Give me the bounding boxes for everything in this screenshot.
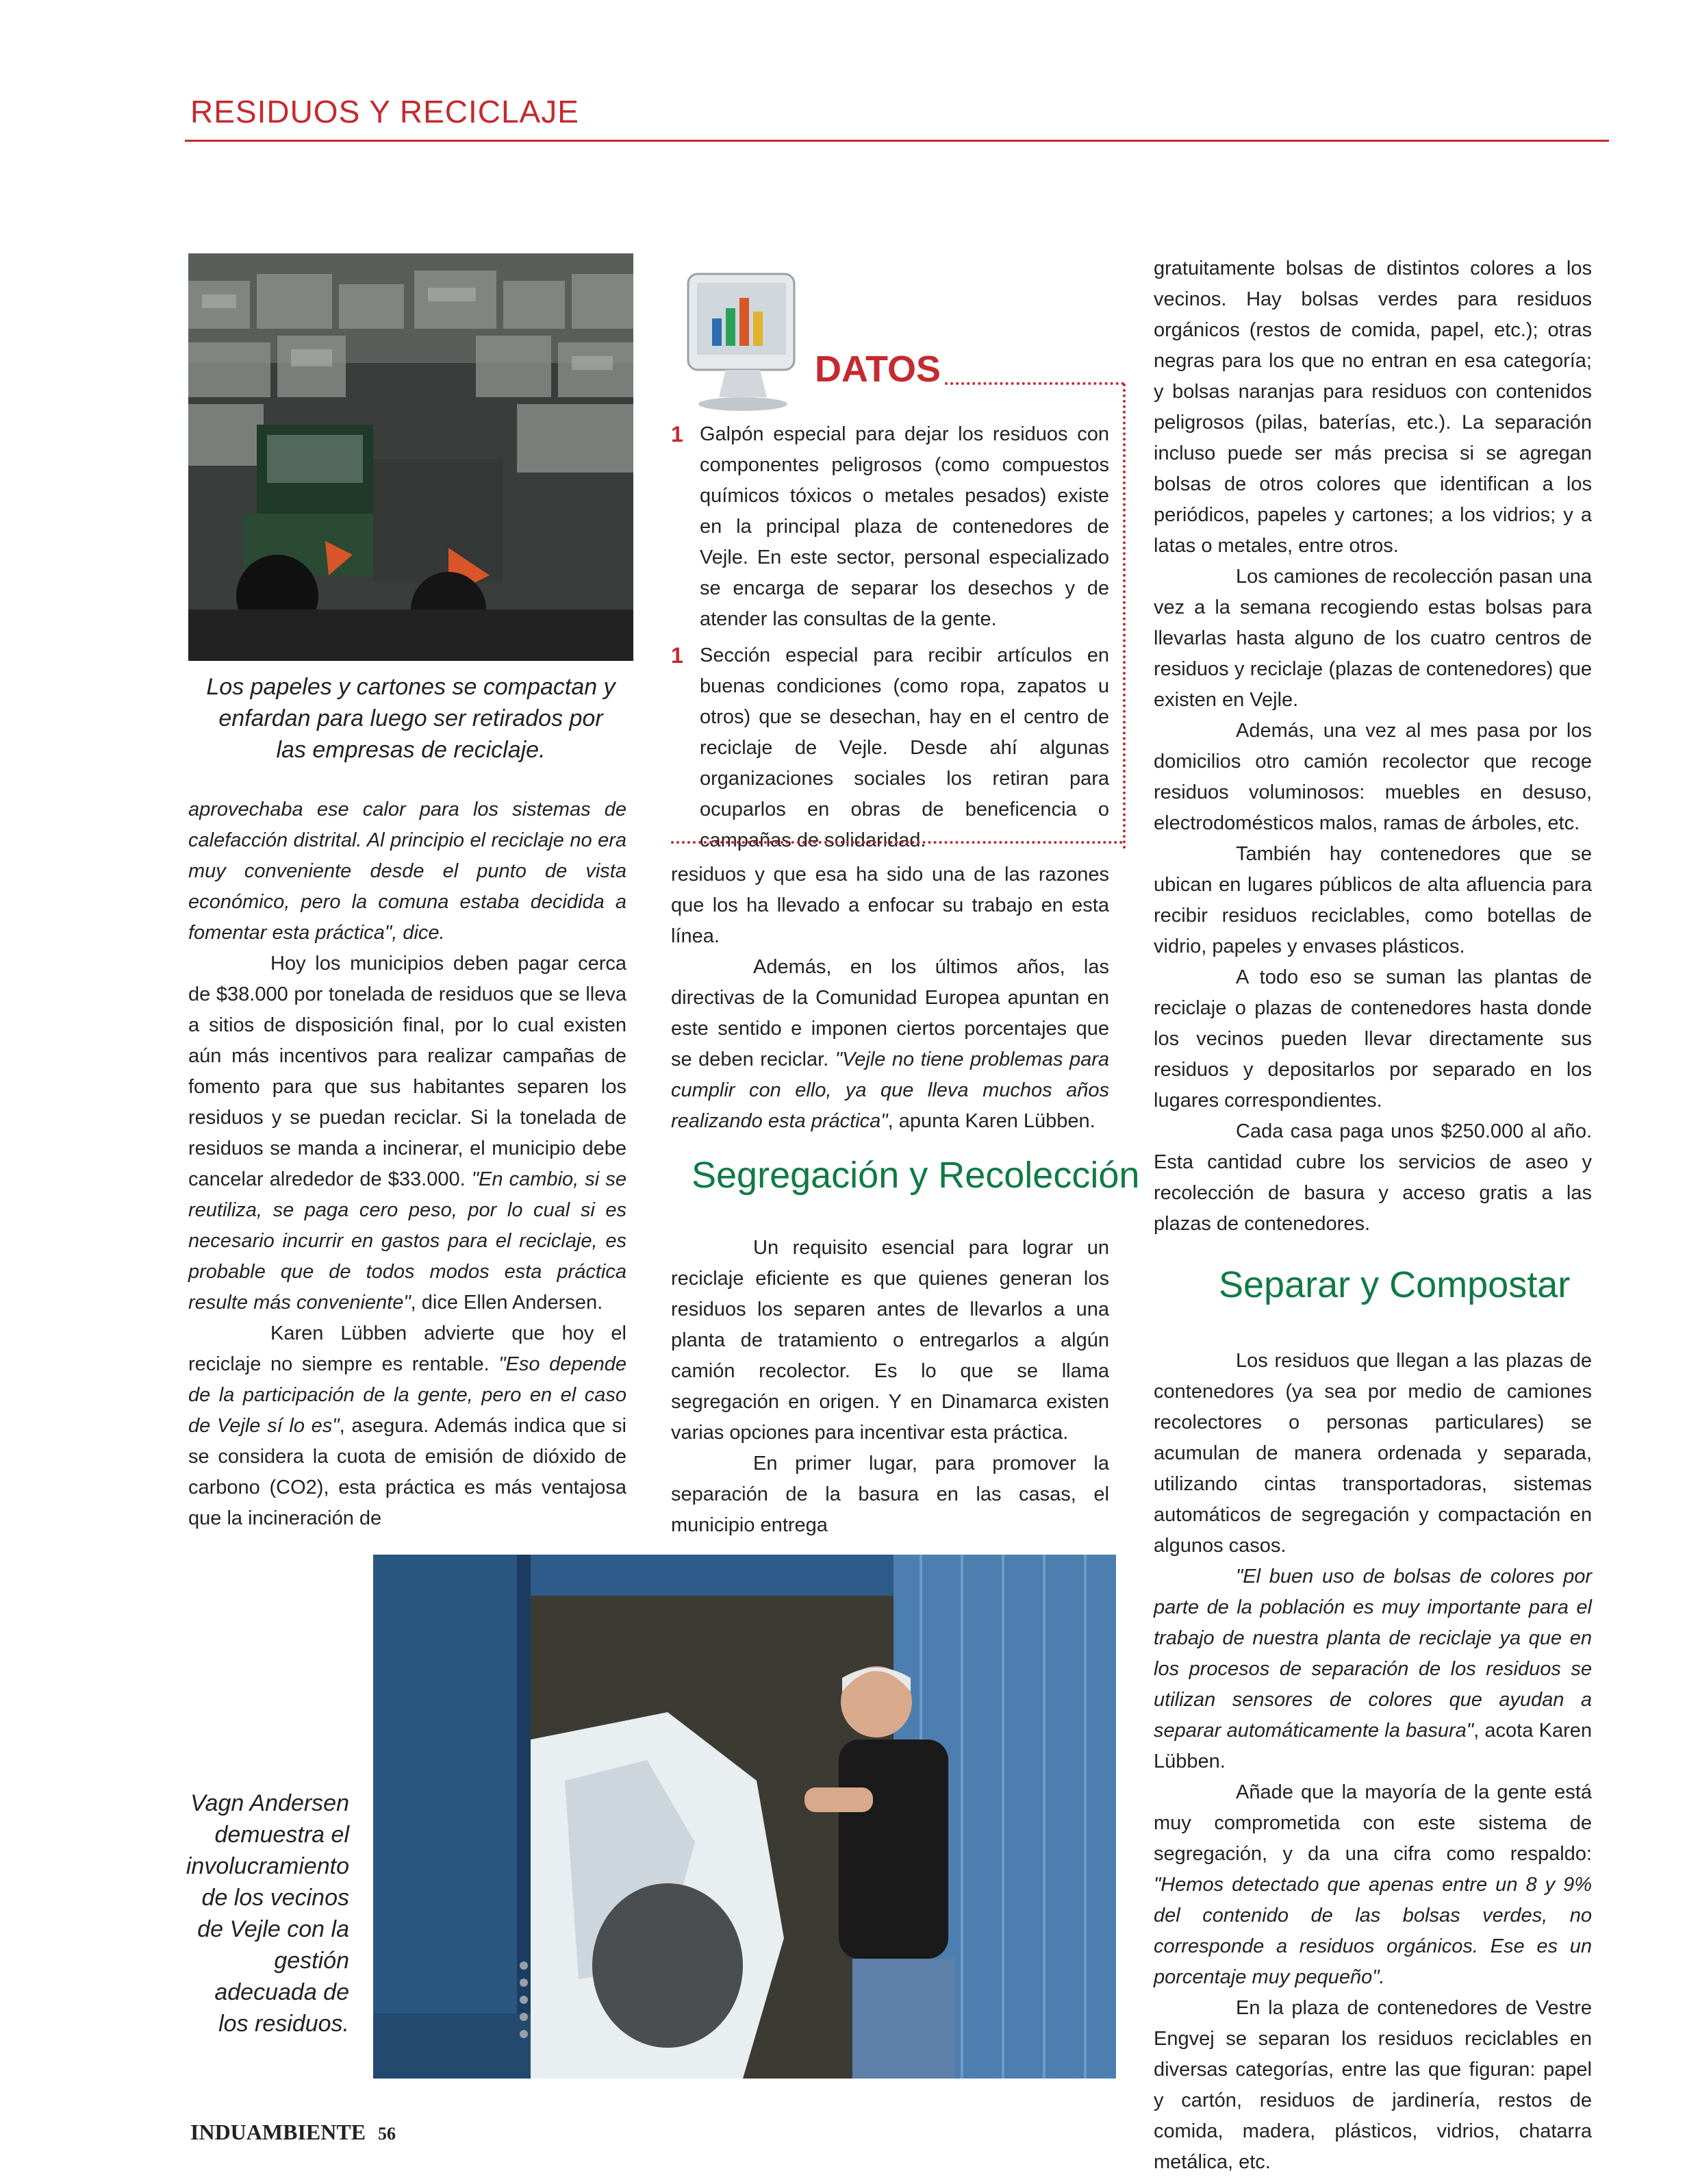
col3-paragraph-8: "El buen uso de bolsas de colores por parte de la población es muy importante para el trabajo de nuestra planta de reciclaje ya que en los procesos de separación de los residuos se utilizan sensores de colores que ayudan a separar automáticamente la basura", acota Karen Lübben. bbox=[1154, 1566, 1592, 1772]
datos-item-1-number: 1 bbox=[671, 422, 683, 447]
datos-item-1: 1 Galpón especial para dejar los residuos con componentes peligrosos (como compuestos químicos tóxicos o metales pesados) existe en la principal plaza de contenedores de Vejle. En este sector, personal especializado se encarga de separar los desechos y de atender las consultas de la gente. bbox=[671, 419, 1109, 635]
photo2-caption: Vagn Andersen demuestra el involucramiento de los vecinos de Vejle con la gestión adecuada de los residuos. bbox=[186, 1790, 349, 2037]
footer-magazine: INDUAMBIENTE bbox=[190, 2120, 366, 2144]
heading-segregacion: Segregación y Recolección bbox=[692, 1155, 1140, 1196]
column-2-top bbox=[671, 859, 1109, 1137]
col3-paragraph-9: Añade que la mayoría de la gente está muy comprometida con este sistema de segregación, y da una cifra como respaldo: "Hemos detectado que apenas entre un 8 y 9% del contenido de las bolsas verdes, no corresponde a residuos orgánicos. Ese es un porcentaje muy pequeño". bbox=[1154, 1781, 1592, 1988]
col3-paragraph-2: Los camiones de recolección pasan una vez a la semana recogiendo estas bolsas para llevarlas hasta alguno de los cuatro centros de residuos y reciclaje (plazas de contenedores) que existen en Vejle. bbox=[1154, 566, 1592, 711]
datos-border-right bbox=[1123, 384, 1126, 849]
datos-title-dots bbox=[945, 382, 1124, 385]
section-title: RESIDUOS Y RECICLAJE bbox=[190, 94, 579, 129]
col3-paragraph-6: Cada casa paga unos $250.000 al año. Esta cantidad cubre los servicios de aseo y recolección de basura y acceso gratis a las plazas de contenedores. bbox=[1154, 1120, 1592, 1235]
bales-photo bbox=[188, 253, 633, 661]
col1-paragraph-2: Hoy los municipios deben pagar cerca de $38.000 por tonelada de residuos que se lleva a sitios de disposición final, por lo cual existen aún más incentivos para realizar campañas de fomento para que sus habitantes separen los residuos y se puedan reciclar. Si la tonelada de residuos se manda a incinerar, el municipio debe cancelar alrededor de $33.000. "En cambio, si se reutiliza, se paga cero peso, por lo cual si es necesario incurrir en gastos para el reciclaje, es probable que de todos modos esta práctica resulte más conveniente", dice Ellen Andersen. bbox=[188, 953, 626, 1314]
photo1-caption: Los papeles y cartones se compactan y enfardan para luego ser retirados por las empresas de reciclaje. bbox=[206, 674, 616, 763]
col3-paragraph-10: En la plaza de contenedores de Vestre Engvej se separan los residuos reciclables en diversas categorías, entre las que figuran: papel y cartón, residuos de jardinería, restos de comida, madera, plásticos, vidrios, chatarra metálica, etc. bbox=[1154, 1997, 1592, 2173]
column-3-bottom bbox=[1154, 1346, 1592, 2178]
heading-separar: Separar y Compostar bbox=[1219, 1264, 1571, 1305]
col2-paragraph-2: Además, en los últimos años, las directivas de la Comunidad Europea apuntan en este sentido e imponen ciertos porcentajes que se deben reciclar. "Vejle no tiene problemas para cumplir con ello, ya que lleva muchos años realizando esta práctica", apunta Karen Lübben. bbox=[671, 956, 1109, 1132]
datos-item-2: 1 Sección especial para recibir artículos en buenas condiciones (como ropa, zapatos u otros) que se desechan, hay en el centro de reciclaje de Vejle. Desde ahí algunas organizaciones sociales los retiran para ocuparlos en obras de beneficencia o campañas de solidaridad. bbox=[671, 640, 1109, 856]
col1-paragraph-1: aprovechaba ese calor para los sistemas de calefacción distrital. Al principio el reciclaje no era muy conveniente desde el punto de vista económico, pero la comuna estaba decidida a fomentar esta práctica", dice. bbox=[188, 799, 626, 944]
column-2-bottom bbox=[671, 1233, 1109, 1541]
col2-paragraph-4: En primer lugar, para promover la separación de la basura en las casas, el municipio entrega bbox=[671, 1453, 1109, 1536]
vagn-andersen-photo bbox=[373, 1555, 1116, 2079]
header-rule bbox=[185, 140, 1609, 142]
col2-paragraph-1: residuos y que esa ha sido una de las razones que los ha llevado a enfocar su trabajo en esta línea. bbox=[671, 864, 1109, 947]
col3-paragraph-1: gratuitamente bolsas de distintos colores a los vecinos. Hay bolsas verdes para residuos orgánicos (restos de comida, papel, etc.); otras negras para los que no entran en esa categoría; y bolsas naranjas para residuos con contenidos peligrosos (pilas, baterías, etc.). La separación incluso puede ser más precisa si se agregan bolsas de otros colores que identifican a los periódicos, papeles y cartones; a los vidrios; y a latas o metales, entre otros. bbox=[1154, 258, 1592, 557]
col3-paragraph-7: Los residuos que llegan a las plazas de contenedores (ya sea por medio de camiones recolectores o personas particulares) se acumulan de manera ordenada y separada, utilizando cintas transportadoras, sistemas automáticos de segregación y compactación en algunos casos. bbox=[1154, 1350, 1592, 1557]
footer bbox=[190, 2120, 396, 2145]
footer-page-number: 56 bbox=[378, 2124, 396, 2144]
col3-paragraph-4: También hay contenedores que se ubican en lugares públicos de alta afluencia para recibir residuos reciclables, como botellas de vidrio, papeles y envases plásticos. bbox=[1154, 843, 1592, 957]
col3-paragraph-5: A todo eso se suman las plantas de reciclaje o plazas de contenedores hasta donde los vecinos pueden llevar directamente sus residuos y depositarlos por separado en los lugares correspondientes. bbox=[1154, 966, 1592, 1112]
computer-icon bbox=[685, 271, 801, 414]
datos-item-2-number: 1 bbox=[671, 643, 683, 668]
col1-paragraph-3: Karen Lübben advierte que hoy el reciclaje no siempre es rentable. "Eso depende de la participación de la gente, pero en el caso de Vejle sí lo es", asegura. Además indica que si se considera la cuota de emisión de dióxido de carbono (CO2), esta práctica es más ventajosa que la incineración de bbox=[188, 1322, 626, 1529]
column-1 bbox=[188, 794, 626, 1534]
datos-title: DATOS bbox=[815, 349, 941, 390]
col2-paragraph-3: Un requisito esencial para lograr un reciclaje eficiente es que quienes generan los residuos los separen antes de llevarlos a una planta de tratamiento o entregarlos a algún camión recolector. Es lo que se llama segregación en origen. Y en Dinamarca existen varias opciones para incentivar esta práctica. bbox=[671, 1237, 1109, 1444]
column-3-top bbox=[1154, 253, 1592, 1240]
datos-border-bottom bbox=[671, 841, 1123, 844]
col3-paragraph-3: Además, una vez al mes pasa por los domicilios otro camión recolector que recoge residuos voluminosos: muebles en desuso, electrodomésticos malos, ramas de árboles, etc. bbox=[1154, 720, 1592, 834]
